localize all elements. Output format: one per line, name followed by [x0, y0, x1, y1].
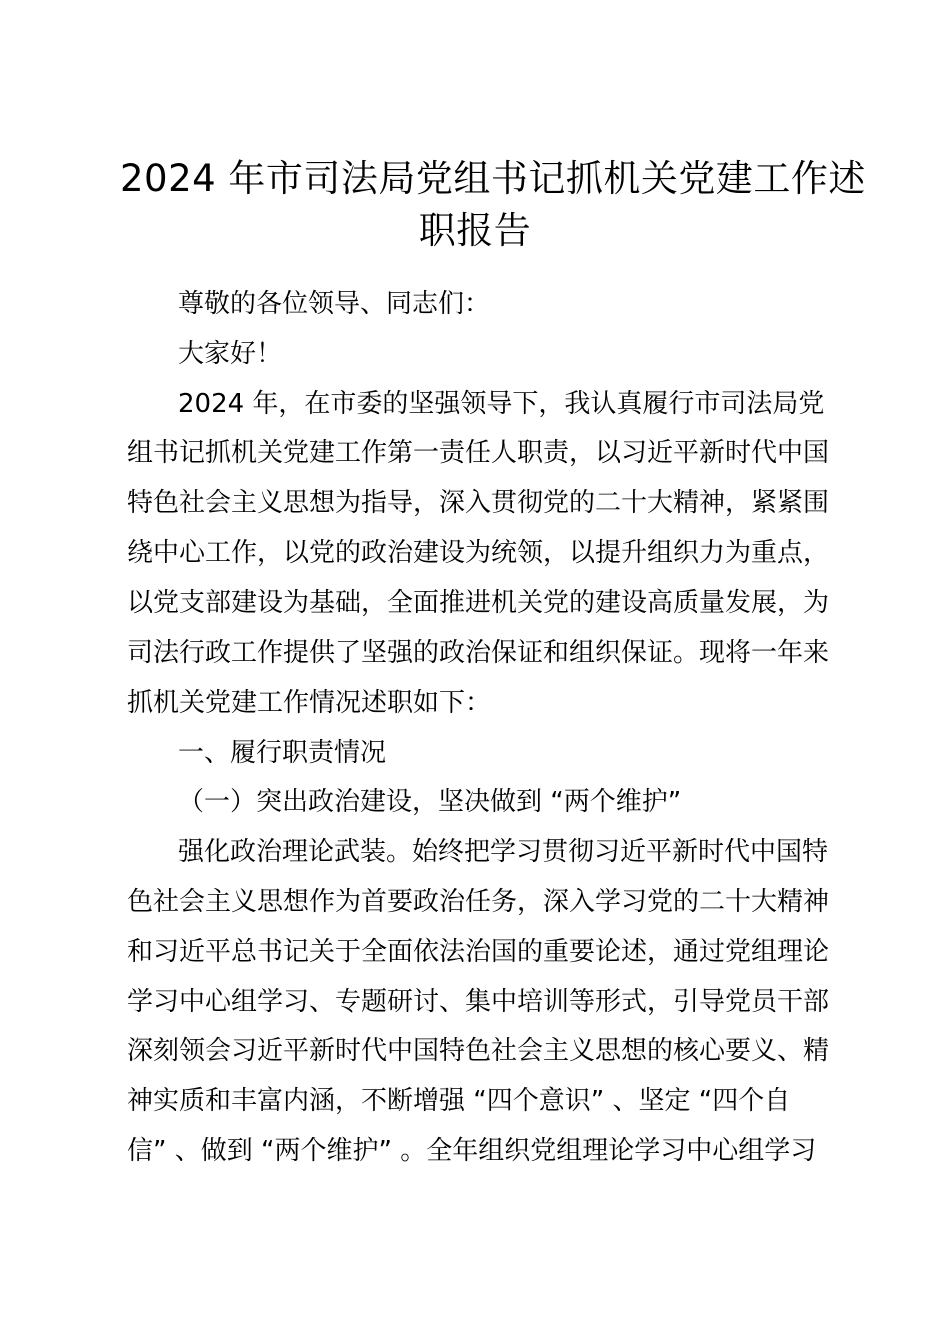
document-title-line-1: 2024 年市司法局党组书记抓机关党建工作述 [120, 157, 866, 200]
paragraph-line: 抓机关党建工作情况述职如下： [127, 688, 492, 718]
section-heading: 一、履行职责情况 [178, 738, 387, 768]
paragraph-line: 信” 、做到 “两个维护” 。全年组织党组理论学习中心组学习 [127, 1136, 817, 1166]
paragraph-line: 组书记抓机关党建工作第一责任人职责，以习近平新时代中国 [127, 438, 830, 468]
paragraph-line: 神实质和丰富内涵，不断增强 “四个意识” 、坚定 “四个自 [127, 1086, 791, 1116]
paragraph-line: 司法行政工作提供了坚强的政治保证和组织保证。现将一年来 [127, 638, 830, 668]
document-title-line-2: 职报告 [418, 209, 532, 252]
paragraph-line: 强化政治理论武装。始终把学习贯彻习近平新时代中国特 [178, 837, 829, 867]
paragraph-line: 特色社会主义思想为指导，深入贯彻党的二十大精神，紧紧围 [127, 488, 830, 518]
greeting: 大家好！ [178, 339, 283, 369]
paragraph-line: 深刻领会习近平新时代中国特色社会主义思想的核心要义、精 [127, 1036, 830, 1066]
paragraph-line: 色社会主义思想作为首要政治任务，深入学习党的二十大精神 [127, 887, 830, 917]
paragraph-line: 以党支部建设为基础，全面推进机关党的建设高质量发展，为 [127, 588, 830, 618]
paragraph-line: 学习中心组学习、专题研讨、集中培训等形式，引导党员干部 [127, 987, 830, 1017]
paragraph-line: 2024 年，在市委的坚强领导下，我认真履行市司法局党 [178, 389, 825, 419]
subsection-heading: （一）突出政治建设，坚决做到 “两个维护” [178, 787, 682, 817]
paragraph-line: 绕中心工作，以党的政治建设为统领，以提升组织力为重点， [127, 538, 830, 568]
salutation: 尊敬的各位领导、同志们： [178, 289, 491, 319]
paragraph-line: 和习近平总书记关于全面依法治国的重要论述，通过党组理论 [127, 937, 830, 967]
